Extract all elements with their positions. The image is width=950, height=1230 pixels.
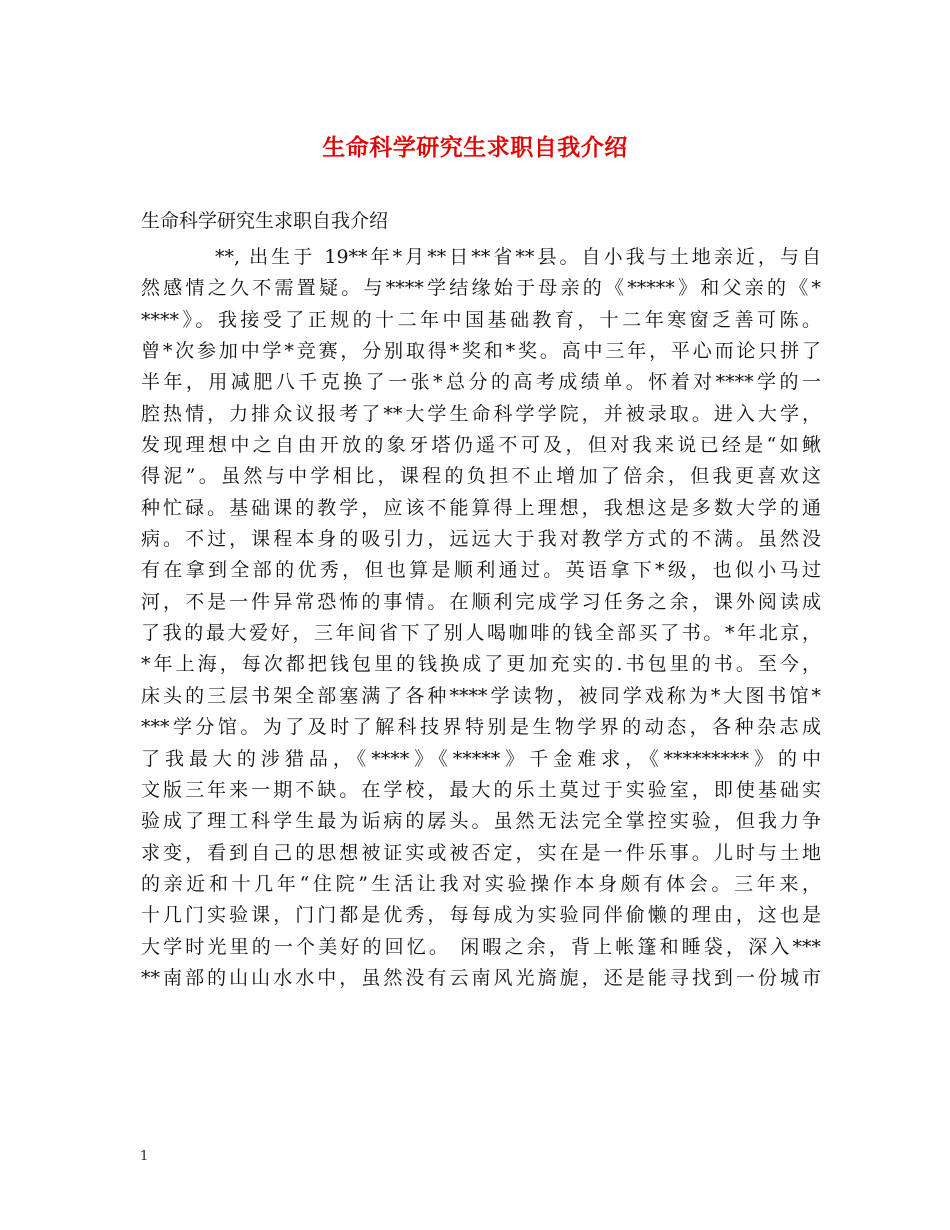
body-line: 的亲近和十几年“住院”生活让我对实验操作本身颇有体会。三年来，	[141, 872, 821, 895]
body-line: 半年，用减肥八千克换了一张*总分的高考成绩单。怀着对****学的一	[141, 371, 821, 394]
document-title: 生命科学研究生求职自我介绍	[322, 134, 628, 161]
body-line: 床头的三层书架全部塞满了各种****学读物，被同学戏称为*大图书馆*	[141, 684, 821, 707]
body-line: *年上海，每次都把钱包里的钱换成了更加充实的.书包里的书。至今，	[141, 653, 821, 676]
body-line: 大学时光里的一个美好的回忆。 闲暇之余，背上帐篷和睡袋，深入***	[141, 935, 821, 958]
body-line: ***学分馆。为了及时了解科技界特别是生物学界的动态，各种杂志成	[141, 716, 821, 739]
body-line: 文版三年来一期不缺。在学校，最大的乐土莫过于实验室，即使基础实	[141, 778, 821, 801]
body-line: 验成了理工科学生最为诟病的孱头。虽然无法完全掌控实验，但我力争	[141, 810, 821, 833]
body-line: ****》。我接受了正规的十二年中国基础教育，十二年寒窗乏善可陈。	[141, 308, 821, 331]
body-line: 腔热情，力排众议报考了**大学生命科学学院，并被录取。进入大学，	[141, 402, 821, 425]
body-line: 了我最大的涉猎品，《****》《*****》千金难求，《*********》的中	[141, 747, 821, 770]
body-line: 然感情之久不需置疑。与****学结缘始于母亲的《*****》和父亲的《*	[141, 277, 821, 300]
page-number: 1	[140, 1149, 149, 1164]
body-line: 得泥”。虽然与中学相比，课程的负担不止增加了倍余，但我更喜欢这	[141, 465, 821, 488]
body-line: **南部的山山水水中，虽然没有云南风光旖旎，还是能寻找到一份城市	[141, 966, 821, 989]
body-text	[141, 242, 821, 994]
body-line: 曾*次参加中学*竞赛，分别取得*奖和*奖。高中三年，平心而论只拼了	[141, 340, 821, 363]
body-line: 种忙碌。基础课的教学，应该不能算得上理想，我想这是多数大学的通	[141, 496, 821, 519]
body-line: 有在拿到全部的优秀，但也算是顺利通过。英语拿下*级，也似小马过	[141, 559, 821, 582]
document-subtitle: 生命科学研究生求职自我介绍	[141, 210, 389, 232]
body-line: 发现理想中之自由开放的象牙塔仍遥不可及，但对我来说已经是“如鳅	[141, 434, 821, 457]
body-line: 了我的最大爱好，三年间省下了别人喝咖啡的钱全部买了书。*年北京，	[141, 622, 821, 645]
body-line: 十几门实验课，门门都是优秀，每每成为实验同伴偷懒的理由，这也是	[141, 904, 821, 927]
body-line: 河，不是一件异常恐怖的事情。在顺利完成学习任务之余，课外阅读成	[141, 590, 821, 613]
body-line: **, 出生于 19**年*月**日**省**县。自小我与土地亲近，与自	[215, 246, 821, 268]
body-line: 求变，看到自己的思想被证实或被否定，实在是一件乐事。儿时与土地	[141, 841, 821, 864]
body-line: 病。不过，课程本身的吸引力，远远大于我对教学方式的不满。虽然没	[141, 528, 821, 551]
